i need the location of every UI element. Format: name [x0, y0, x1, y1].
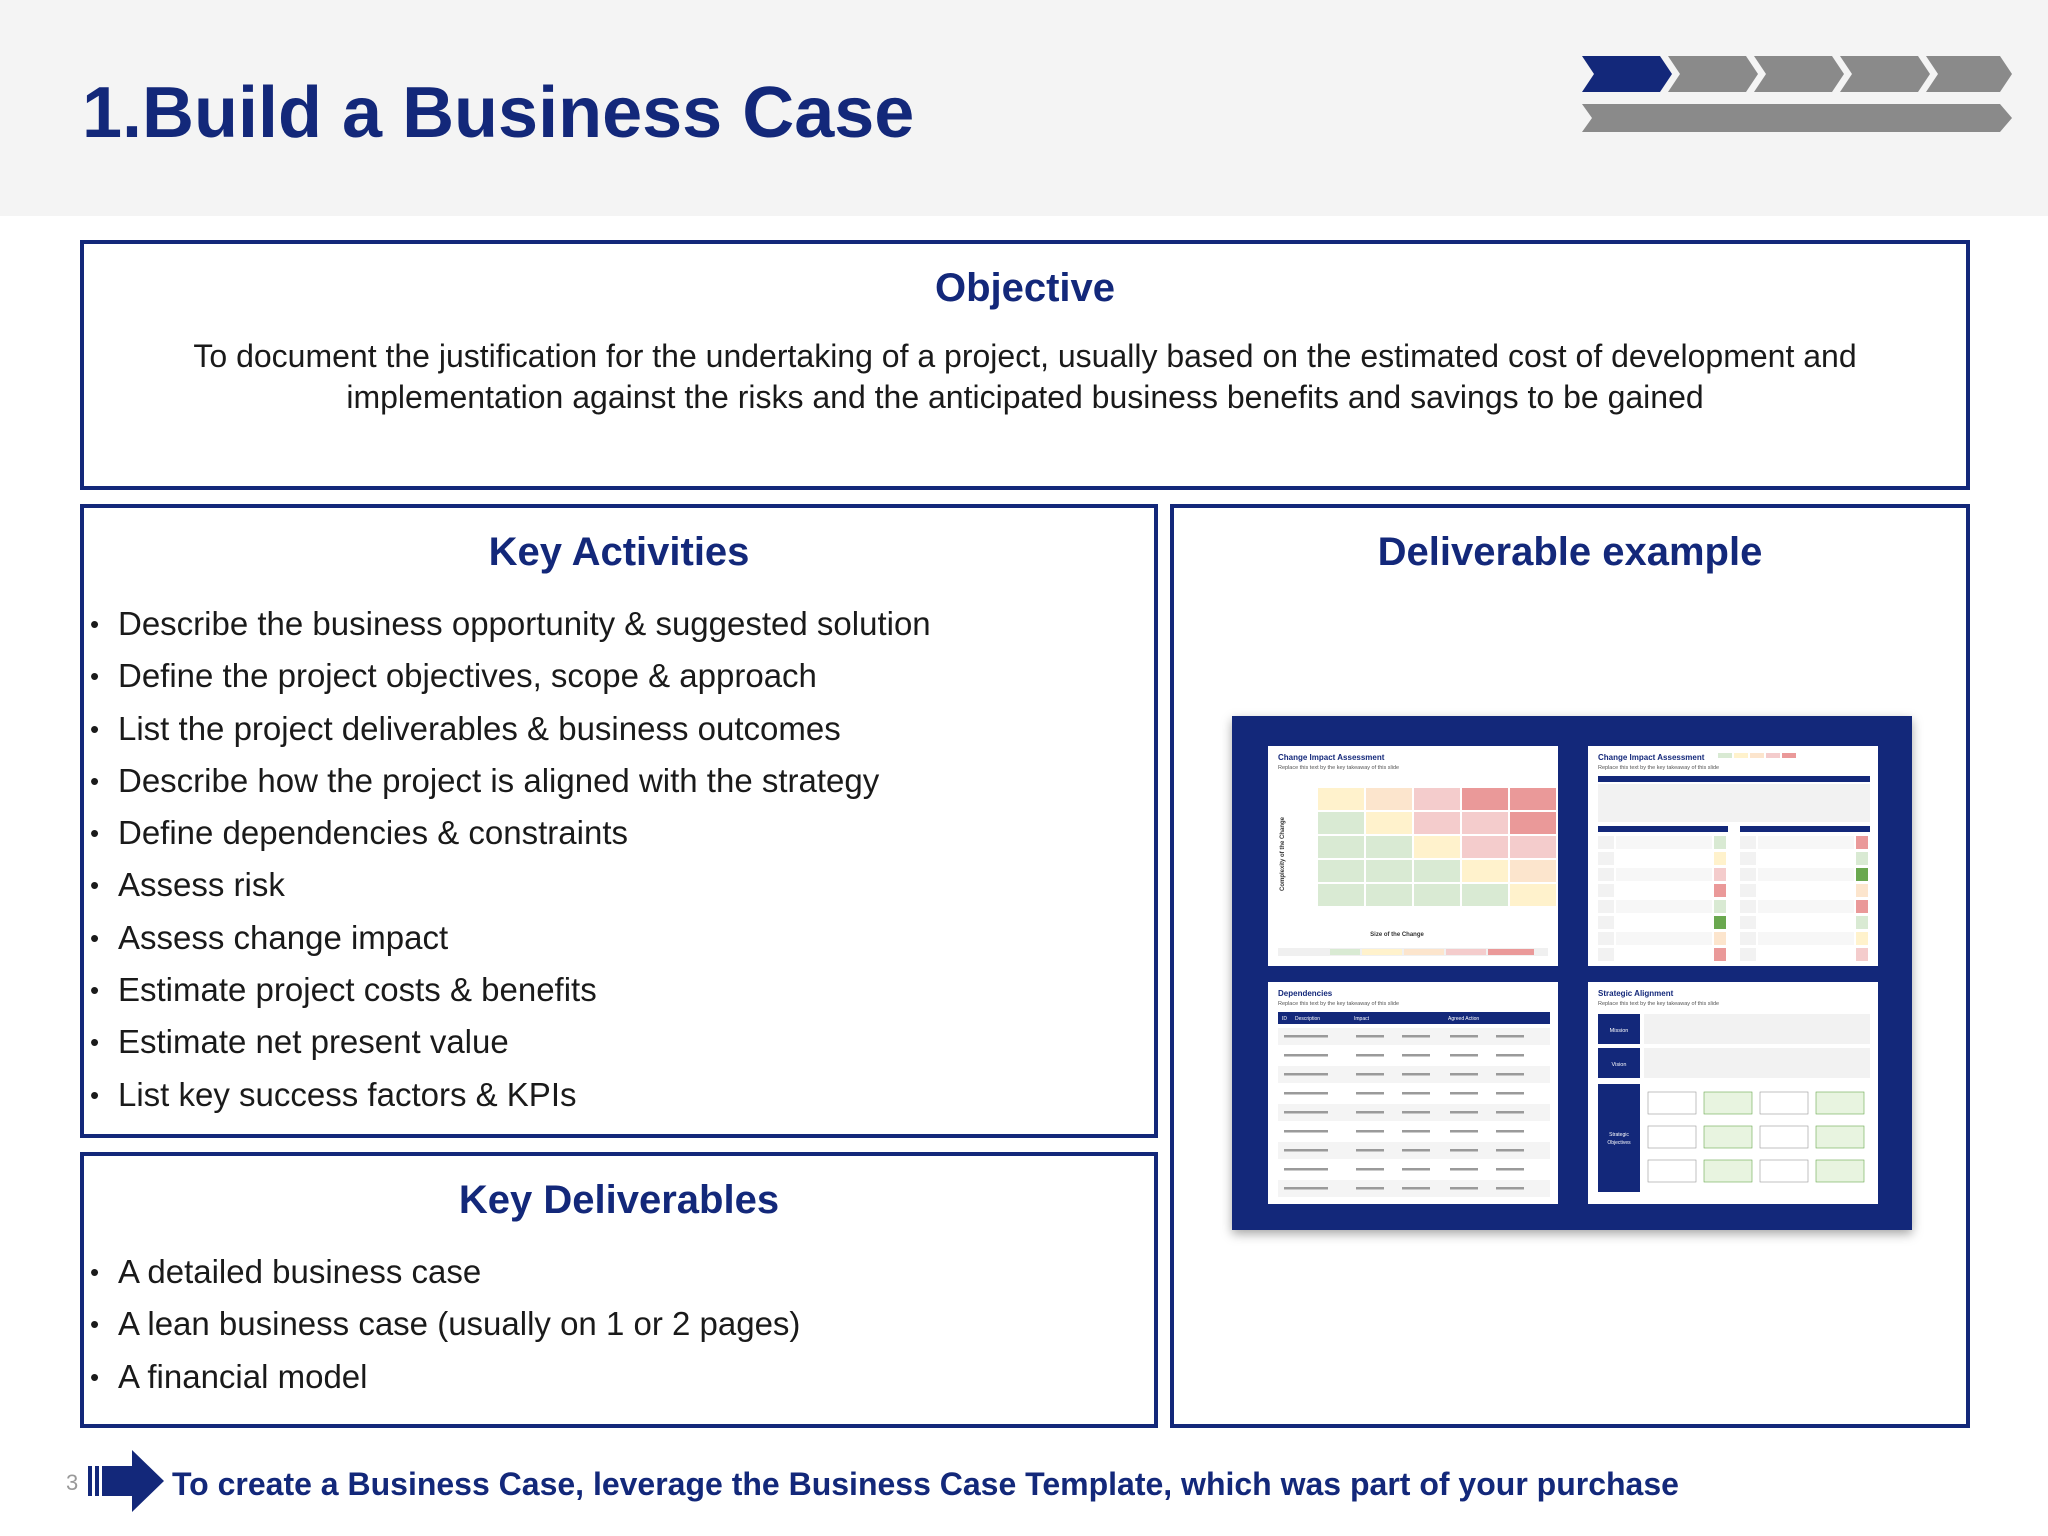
thumb-cell — [1300, 1187, 1328, 1190]
thumb-cell — [1740, 868, 1756, 881]
bullet-icon: • — [90, 1309, 100, 1340]
thumb-title: Dependencies — [1278, 989, 1333, 998]
bullet-icon: • — [90, 1361, 100, 1392]
thumb-cell — [1714, 868, 1726, 881]
thumb-cell — [1450, 1092, 1478, 1095]
thumb-cell — [1740, 852, 1756, 865]
thumb-cell — [1758, 932, 1854, 945]
thumb-cell — [1414, 860, 1460, 882]
thumb-cell — [1300, 1092, 1328, 1095]
thumb-cell — [1714, 900, 1726, 913]
thumb-cell — [1402, 1187, 1430, 1190]
thumb-subtitle: Replace this text by the key takeaway of this slide — [1278, 765, 1400, 771]
thumb-cell — [1598, 900, 1614, 913]
thumb-cell — [1300, 1130, 1328, 1133]
thumb-cell — [1758, 852, 1854, 865]
thumb-cell — [1616, 916, 1712, 929]
thumb-cell — [1462, 836, 1508, 858]
thumb-col: ID — [1282, 1016, 1287, 1022]
thumb-cell — [1616, 932, 1712, 945]
thumb-cell — [1496, 1168, 1524, 1171]
thumb-strategic-alignment — [1588, 982, 1878, 1204]
thumb-cell — [1616, 868, 1712, 881]
thumb-cell — [1740, 932, 1756, 945]
slide-title: 1.Build a Business Case — [82, 73, 915, 153]
list-item: • A detailed business case — [90, 1246, 800, 1298]
thumb-cell — [1496, 1187, 1524, 1190]
list-item: • List the project deliverables & business outcomes — [90, 703, 931, 755]
thumb-cell — [1356, 1073, 1384, 1076]
thumb-col: Impact — [1354, 1016, 1370, 1022]
thumb-cell — [1402, 1035, 1430, 1038]
thumb-cell — [1356, 1092, 1384, 1095]
progress-chevrons — [1580, 56, 2012, 134]
thumb-cell — [1300, 1149, 1328, 1152]
progress-step-1 — [1582, 56, 1672, 92]
thumb-cell — [1414, 812, 1460, 834]
objective-text: To document the justification for the undertaking of a project, usually based on the estimated cost of development and implementation against the risks and the anticipated business benefits and savings to be gained — [193, 338, 1857, 415]
thumb-change-impact — [1268, 746, 1558, 966]
bullet-icon: • — [90, 609, 100, 639]
thumb-cell — [1450, 1054, 1478, 1057]
thumb-cell — [1704, 1092, 1752, 1114]
deliverable-example-image — [1232, 716, 1912, 1230]
thumb-cell — [1758, 868, 1854, 881]
list-item: • Describe the business opportunity & suggested solution — [90, 598, 931, 650]
thumb-cell — [1760, 1092, 1808, 1114]
thumb-cell — [1450, 1035, 1478, 1038]
thumb-cell — [1496, 1111, 1524, 1114]
thumb-cell — [1816, 1092, 1864, 1114]
thumb-cell — [1356, 1187, 1384, 1190]
thumb-cell — [1402, 1073, 1430, 1076]
thumb-change-impact-table — [1588, 746, 1878, 966]
thumb-cell — [1402, 1054, 1430, 1057]
thumb-cell — [1714, 932, 1726, 945]
list-item: • Describe how the project is aligned with the strategy — [90, 755, 931, 807]
thumb-cell — [1758, 884, 1854, 897]
page-number: 3 — [66, 1470, 79, 1495]
thumb-cell — [1402, 1111, 1430, 1114]
list-item: • A financial model — [90, 1351, 800, 1403]
thumb-cell — [1450, 1168, 1478, 1171]
arrow-right-icon — [88, 1448, 164, 1514]
thumb-cell — [1356, 1130, 1384, 1133]
heatmap-grid — [1318, 788, 1556, 906]
thumb-cell — [1510, 812, 1556, 834]
bullet-icon: • — [90, 1079, 100, 1110]
thumb-cell — [1356, 1111, 1384, 1114]
thumb-cell — [1758, 916, 1854, 929]
thumb-cell — [1510, 788, 1556, 810]
list-item: • Estimate net present value — [90, 1016, 931, 1068]
thumb-cell — [1496, 1130, 1524, 1133]
thumb-cell — [1496, 1054, 1524, 1057]
progress-bar — [1582, 104, 2012, 132]
bullet-icon: • — [90, 765, 100, 796]
thumb-cell — [1318, 788, 1364, 810]
thumb-cell — [1856, 916, 1868, 929]
thumb-cell — [1740, 900, 1756, 913]
key-deliverables-list — [90, 1246, 800, 1403]
thumb-cell — [1856, 836, 1868, 849]
thumb-cell — [1300, 1054, 1328, 1057]
thumb-cell — [1616, 884, 1712, 897]
thumb-cell — [1704, 1126, 1752, 1148]
thumb-cell — [1740, 836, 1756, 849]
thumb-cell — [1450, 1073, 1478, 1076]
thumb-cell — [1450, 1187, 1478, 1190]
thumb-cell — [1598, 868, 1614, 881]
bullet-icon: • — [90, 870, 100, 901]
thumb-title: Strategic Alignment — [1598, 989, 1674, 998]
thumb-subtitle: Replace this text by the key takeaway of this slide — [1278, 1001, 1400, 1007]
thumb-cell — [1856, 884, 1868, 897]
thumb-cell — [1450, 1111, 1478, 1114]
list-item: • Assess risk — [90, 859, 931, 911]
thumb-subtitle: Replace this text by the key takeaway of this slide — [1598, 765, 1720, 771]
thumb-title: Change Impact Assessment — [1278, 753, 1385, 762]
thumb-col: Agreed Action — [1448, 1016, 1480, 1022]
thumb-row-label: Vision — [1611, 1062, 1627, 1068]
bullet-icon: • — [90, 922, 100, 953]
thumb-cell — [1616, 852, 1712, 865]
thumb-cell — [1598, 948, 1614, 961]
thumb-cell — [1714, 836, 1726, 849]
thumb-y-axis: Complexity of the Change — [1280, 816, 1286, 892]
thumb-cell — [1366, 788, 1412, 810]
thumb-cell — [1714, 852, 1726, 865]
thumb-cell — [1318, 836, 1364, 858]
bullet-icon: • — [90, 1027, 100, 1058]
thumb-cell — [1816, 1160, 1864, 1182]
thumb-cell — [1356, 1149, 1384, 1152]
thumb-cell — [1414, 788, 1460, 810]
thumb-cell — [1616, 836, 1712, 849]
thumb-cell — [1704, 1160, 1752, 1182]
thumb-cell — [1758, 900, 1854, 913]
progress-step-2 — [1668, 56, 1758, 92]
thumb-title: Change Impact Assessment — [1598, 753, 1705, 762]
thumb-cell — [1366, 836, 1412, 858]
thumb-cell — [1740, 916, 1756, 929]
progress-step-3 — [1754, 56, 1844, 92]
thumb-cell — [1758, 948, 1854, 961]
thumb-cell — [1402, 1130, 1430, 1133]
thumb-cell — [1402, 1149, 1430, 1152]
list-item: • Estimate project costs & benefits — [90, 964, 931, 1016]
thumb-cell — [1740, 884, 1756, 897]
list-item: • A lean business case (usually on 1 or 2 pages) — [90, 1298, 800, 1350]
thumb-cell — [1300, 1111, 1328, 1114]
thumb-cell — [1318, 860, 1364, 882]
thumb-cell — [1318, 884, 1364, 906]
thumb-cell — [1598, 916, 1614, 929]
key-activities-box — [80, 504, 1158, 1138]
thumb-cell — [1760, 1160, 1808, 1182]
thumb-cell — [1496, 1092, 1524, 1095]
thumb-cell — [1616, 900, 1712, 913]
thumb-cell — [1496, 1035, 1524, 1038]
thumb-cell — [1356, 1035, 1384, 1038]
thumb-cell — [1598, 884, 1614, 897]
progress-step-4 — [1840, 56, 1930, 92]
list-item: • List key success factors & KPIs — [90, 1069, 931, 1121]
thumb-cell — [1856, 948, 1868, 961]
thumb-cell — [1366, 884, 1412, 906]
thumb-cell — [1450, 1130, 1478, 1133]
thumb-cell — [1510, 884, 1556, 906]
thumb-cell — [1462, 860, 1508, 882]
thumb-subtitle: Replace this text by the key takeaway of this slide — [1598, 1001, 1720, 1007]
footer-note: To create a Business Case, leverage the Business Case Template, which was part of your purchase — [172, 1466, 1679, 1502]
thumb-cell — [1856, 932, 1868, 945]
thumb-cell — [1402, 1092, 1430, 1095]
bullet-icon: • — [90, 975, 100, 1006]
key-deliverables-box — [80, 1152, 1158, 1428]
objective-box — [80, 240, 1970, 490]
progress-step-5 — [1926, 56, 2012, 92]
thumb-cell — [1300, 1168, 1328, 1171]
thumb-cell — [1760, 1126, 1808, 1148]
thumb-cell — [1598, 932, 1614, 945]
thumb-cell — [1366, 860, 1412, 882]
bullet-icon: • — [90, 818, 100, 849]
thumb-row-label: Strategic — [1609, 1132, 1629, 1138]
thumb-cell — [1856, 900, 1868, 913]
thumb-row-label: Mission — [1609, 1028, 1629, 1034]
thumb-cell — [1462, 788, 1508, 810]
thumb-cell — [1648, 1160, 1696, 1182]
thumb-col: Description — [1295, 1016, 1321, 1022]
thumb-x-axis: Size of the Change — [1370, 932, 1424, 938]
thumb-cell — [1496, 1149, 1524, 1152]
list-item: • Assess change impact — [90, 912, 931, 964]
bullet-icon: • — [90, 661, 100, 692]
thumb-cell — [1856, 868, 1868, 881]
thumb-cell — [1758, 836, 1854, 849]
thumb-cell — [1856, 852, 1868, 865]
deliverable-example-title: Deliverable example — [1377, 530, 1763, 574]
thumb-cell — [1366, 812, 1412, 834]
thumb-cell — [1510, 836, 1556, 858]
thumb-cell — [1318, 812, 1364, 834]
thumb-cell — [1356, 1054, 1384, 1057]
thumb-cell — [1300, 1035, 1328, 1038]
bullet-icon: • — [90, 713, 100, 744]
objective-title: Objective — [934, 266, 1116, 310]
thumb-cell — [1402, 1168, 1430, 1171]
thumb-cell — [1648, 1092, 1696, 1114]
thumb-cell — [1714, 948, 1726, 961]
thumb-cell — [1616, 948, 1712, 961]
key-activities-list — [90, 598, 931, 1121]
thumb-cell — [1598, 836, 1614, 849]
bullet-icon: • — [90, 1257, 100, 1287]
thumb-cell — [1450, 1149, 1478, 1152]
thumb-cell — [1816, 1126, 1864, 1148]
thumb-cell — [1462, 884, 1508, 906]
thumb-cell — [1356, 1168, 1384, 1171]
list-item: • Define the project objectives, scope & approach — [90, 650, 931, 702]
key-deliverables-title: Key Deliverables — [458, 1178, 780, 1222]
thumb-cell — [1740, 948, 1756, 961]
thumb-dependencies — [1268, 982, 1558, 1204]
thumb-cell — [1300, 1073, 1328, 1076]
thumb-cell — [1510, 860, 1556, 882]
thumb-cell — [1714, 916, 1726, 929]
thumb-cell — [1414, 836, 1460, 858]
thumb-cell — [1462, 812, 1508, 834]
thumb-cell — [1496, 1073, 1524, 1076]
thumb-cell — [1648, 1126, 1696, 1148]
thumb-cell — [1598, 852, 1614, 865]
thumb-row-label: Objectives — [1607, 1140, 1631, 1146]
key-activities-title: Key Activities — [488, 530, 750, 574]
dependency-rows — [1278, 1028, 1550, 1197]
thumb-cell — [1414, 884, 1460, 906]
list-item: • Define dependencies & constraints — [90, 807, 931, 859]
thumb-cell — [1714, 884, 1726, 897]
